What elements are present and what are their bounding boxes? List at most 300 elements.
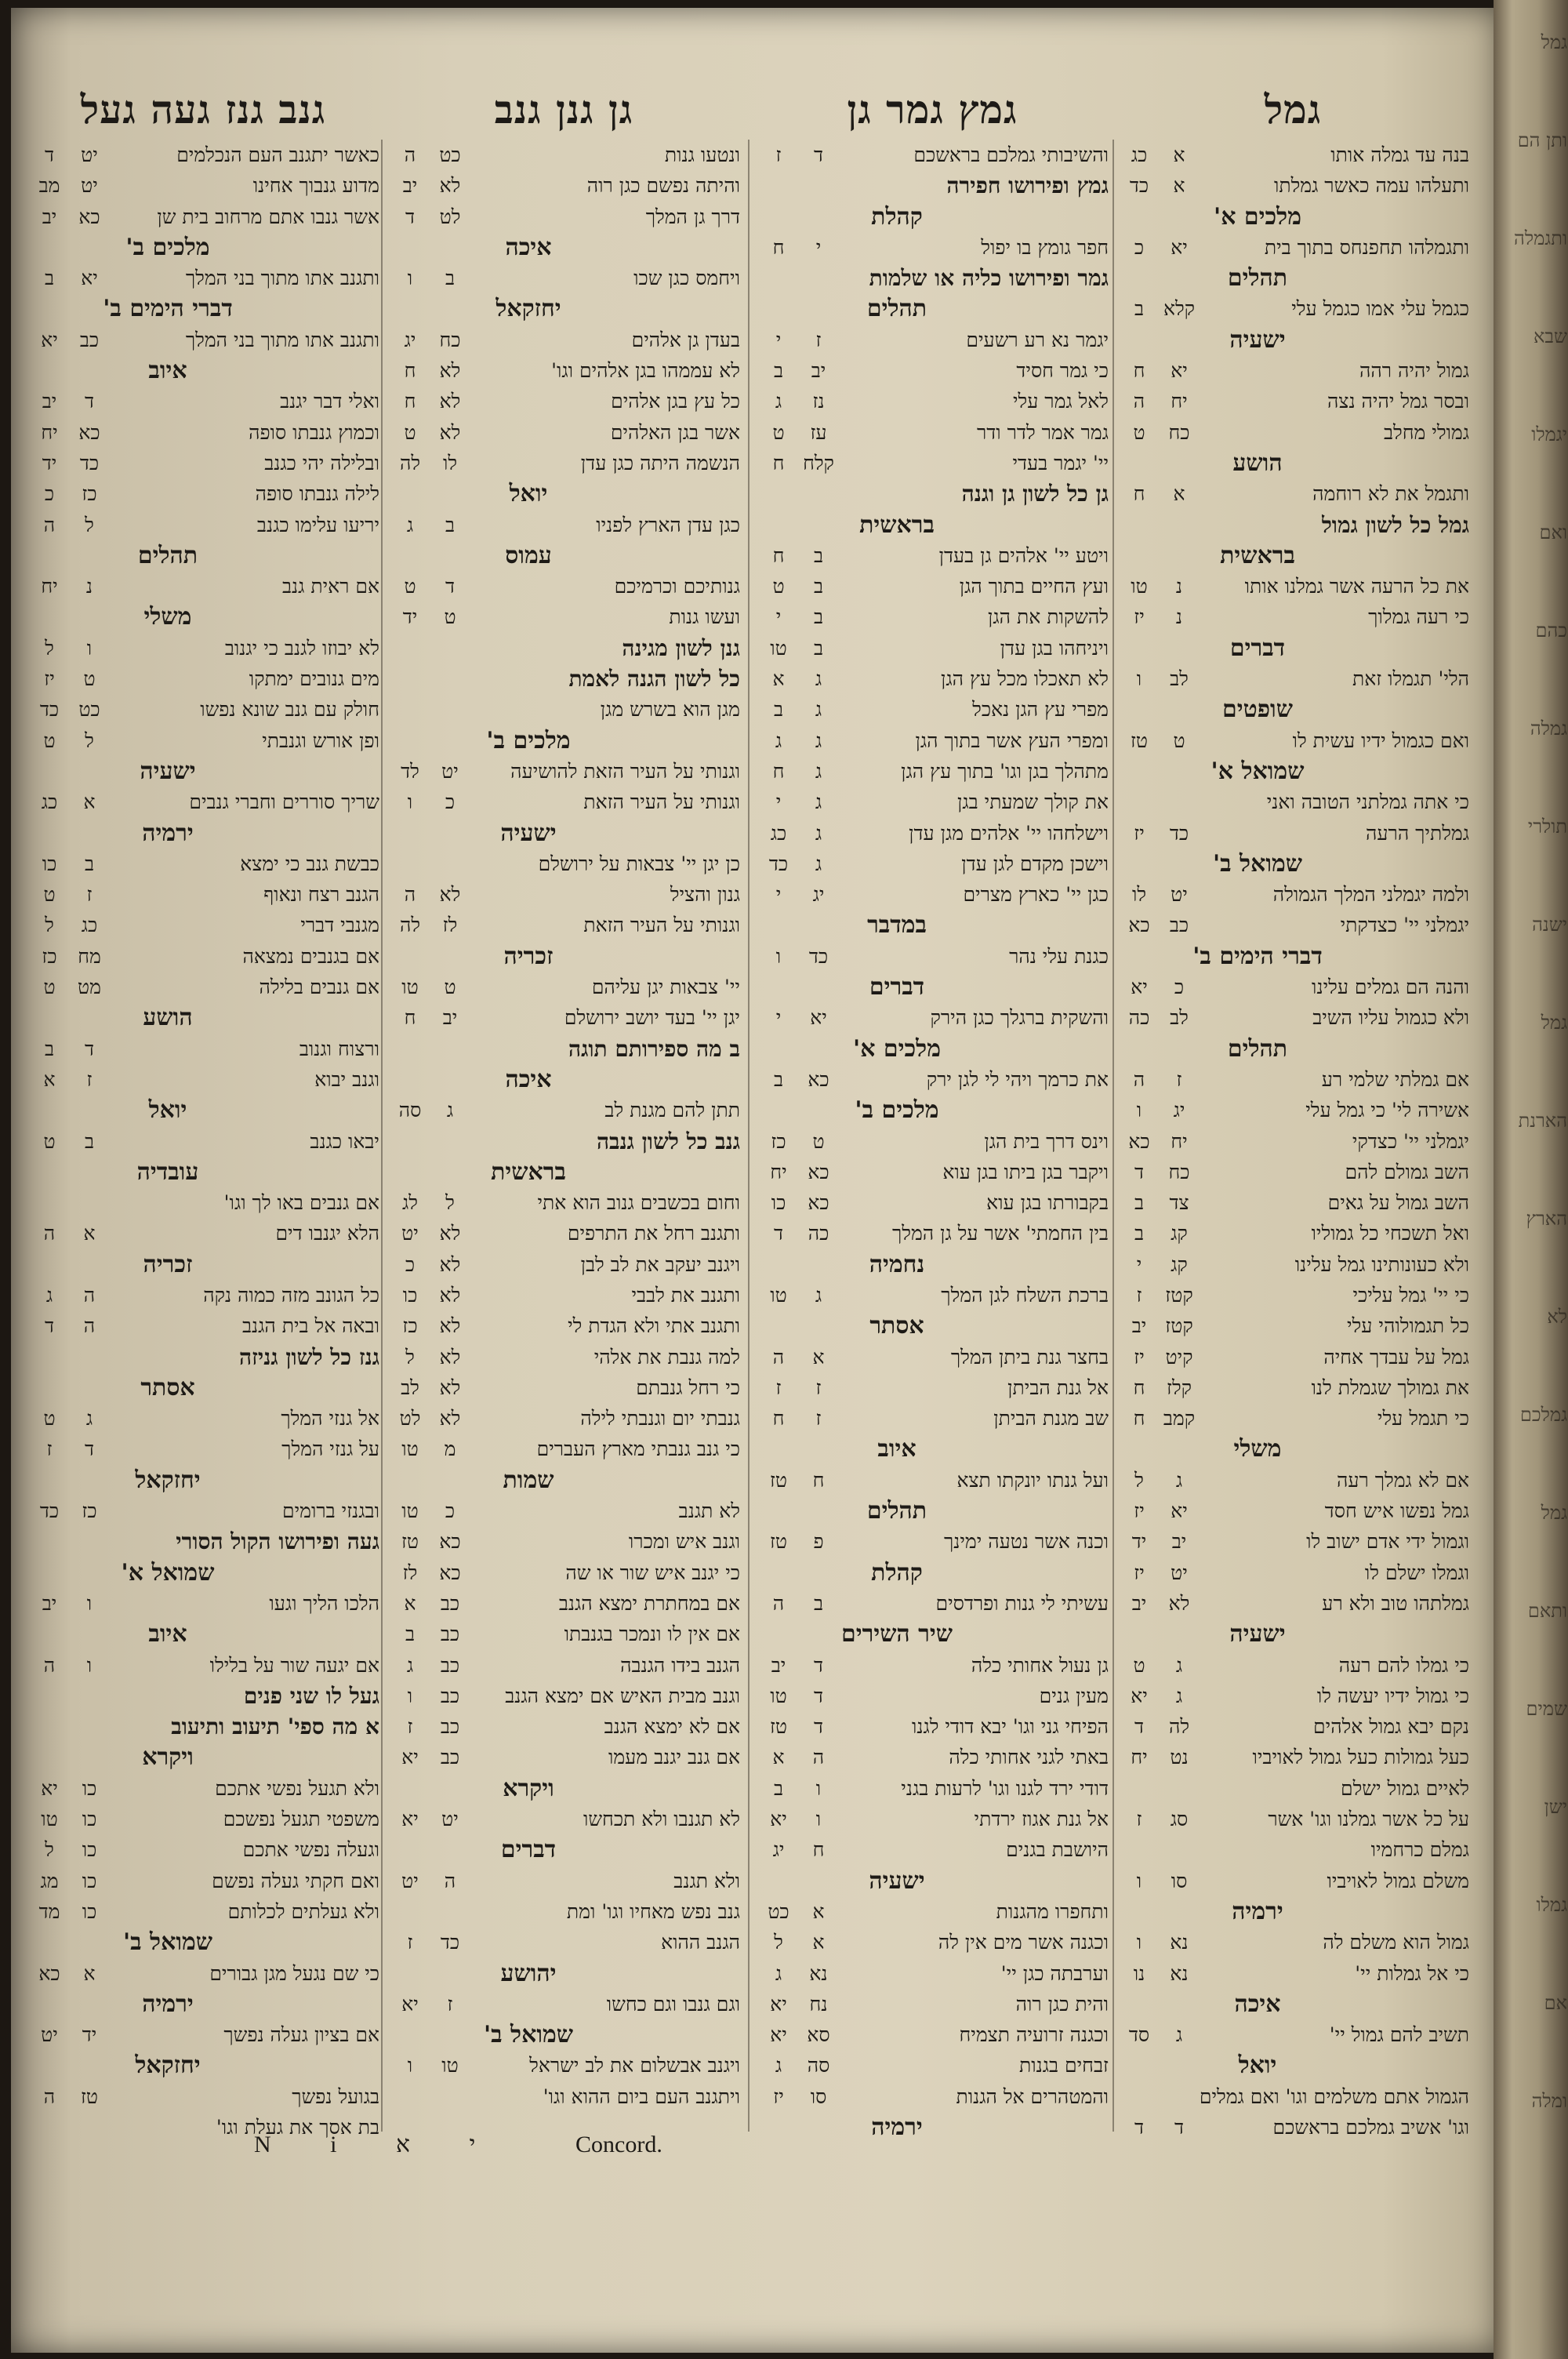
- chapter-ref: נ: [85, 575, 93, 598]
- chapter-ref: לא: [439, 174, 461, 198]
- entry-text: ולמה יגמלני המלך הגמולה: [1272, 883, 1469, 907]
- entry-text: במדבר: [867, 911, 927, 940]
- chapter-ref: מח: [78, 944, 101, 968]
- chapter-ref: קמב: [1163, 1407, 1196, 1430]
- verse-entry: [387, 510, 740, 540]
- verse-entry: [387, 325, 740, 355]
- verse-entry: [1116, 355, 1469, 386]
- entry-text: בין החמתי' אשר על גן המלך: [891, 1222, 1109, 1245]
- chapter-ref: ח: [812, 1838, 825, 1862]
- chapter-ref: יט: [81, 174, 98, 198]
- verse-ref: יא: [1131, 976, 1148, 999]
- verse-entry: [27, 140, 379, 170]
- entry-text: והשיבותי גמלכם בראשכם: [913, 144, 1109, 166]
- book-heading: [1116, 1989, 1469, 2019]
- verse-ref: ג: [406, 1653, 414, 1677]
- root-heading: [27, 1711, 379, 1742]
- verse-entry: [27, 633, 379, 663]
- entry-text: בעדן גן אלהים: [631, 328, 740, 351]
- entry-text: גנותיכם וכרמיכם: [614, 575, 740, 598]
- verse-entry: [387, 910, 740, 940]
- verse-ref: יב: [1131, 1591, 1147, 1615]
- entry-text: כי יי' גמל עליכי: [1352, 1283, 1469, 1307]
- entry-text: ברכת השלח לגן המלך: [941, 1283, 1109, 1307]
- entry-text: וגם גנבו וגם כחשו: [606, 1992, 740, 2016]
- entry-text: כי רעה גמלוך: [1368, 605, 1469, 629]
- chapter-ref: קיט: [1165, 1345, 1193, 1369]
- verse-entry: [756, 1681, 1109, 1711]
- verse-entry: [387, 1434, 740, 1464]
- verse-entry: [1116, 1064, 1469, 1095]
- verse-ref: יא: [770, 2023, 787, 2047]
- verse-ref: ט: [43, 1407, 56, 1430]
- book-heading: [1116, 263, 1469, 293]
- verse-entry: [387, 1218, 740, 1249]
- verse-ref: מב: [38, 174, 60, 198]
- verse-entry: [27, 1280, 379, 1310]
- chapter-ref: כז: [82, 1499, 97, 1523]
- entry-text: גנז כל לשון גניזה: [238, 1343, 379, 1370]
- chapter-ref: קלח: [803, 451, 834, 474]
- entry-text: כי רחל גנבתם: [636, 1376, 740, 1399]
- edge-fragment: גמל: [1541, 31, 1567, 53]
- verse-entry: [756, 540, 1109, 571]
- entry-text: לא תגנב: [678, 1499, 740, 1523]
- chapter-ref: יא: [1171, 359, 1188, 383]
- chapter-ref: כח: [439, 328, 461, 351]
- entry-text: יגמלני יי' כצדקי: [1352, 1129, 1469, 1153]
- verse-ref: ח: [772, 451, 785, 474]
- verse-ref: כט: [768, 1899, 789, 1923]
- verse-entry: [387, 386, 740, 416]
- entry-text: יגמלני יי' כצדקתי: [1340, 914, 1469, 937]
- verse-ref: סה: [398, 1099, 422, 1122]
- book-heading: [387, 818, 740, 849]
- entry-text: שריך סוררים וחברי גנבים: [189, 791, 379, 814]
- entry-text: זכריה: [143, 1250, 193, 1278]
- verse-entry: [387, 879, 740, 910]
- verse-ref: ב: [773, 1776, 784, 1800]
- book-heading: [27, 355, 379, 386]
- verse-entry: [387, 1681, 740, 1711]
- entry-text: וגנב יבוא: [314, 1067, 379, 1091]
- entry-text: והית כגן רוה: [1015, 1992, 1109, 2016]
- entry-text: ישעיה: [869, 1866, 925, 1895]
- verse-entry: [1116, 417, 1469, 448]
- entry-text: גנון והציל: [670, 883, 740, 907]
- entry-text: כגמל עלי אמו כגמל עלי: [1291, 297, 1469, 321]
- verse-ref: ג: [775, 390, 782, 413]
- chapter-ref: לא: [439, 420, 461, 444]
- entry-text: דברים: [869, 973, 925, 1001]
- verse-entry: [27, 1187, 379, 1218]
- entry-text: יואל: [148, 1096, 187, 1125]
- entry-text: וכמוץ גנבתו סופה: [249, 420, 379, 444]
- verse-entry: [1116, 1002, 1469, 1033]
- verse-ref: יח: [770, 1160, 787, 1183]
- verse-entry: [1116, 293, 1469, 324]
- verse-ref: יא: [401, 1992, 419, 2016]
- book-heading: [1116, 540, 1469, 571]
- verse-entry: [756, 1989, 1109, 2019]
- verse-ref: ז: [46, 1438, 53, 1461]
- entry-text: וגעלה נפשי אתכם: [242, 1838, 379, 1862]
- entry-text: אל גנת הביתן: [1007, 1376, 1109, 1399]
- verse-ref: ל: [45, 1838, 54, 1862]
- chapter-ref: לה: [1168, 1715, 1190, 1739]
- verse-ref: ו: [407, 2054, 413, 2077]
- book-heading: [1116, 849, 1469, 879]
- book-heading: [387, 1834, 740, 1865]
- entry-text: אם גנבים בלילה: [259, 976, 379, 999]
- verse-ref: ח: [772, 543, 785, 567]
- entry-text: ותגמלהו תחפנחס בתוך בית: [1264, 235, 1469, 259]
- verse-entry: [756, 1588, 1109, 1619]
- chapter-ref: כט: [439, 144, 461, 166]
- entry-text: גמול יהיה רהה: [1359, 359, 1469, 383]
- chapter-ref: כב: [440, 1715, 460, 1739]
- verse-ref: כא: [1128, 914, 1150, 937]
- entry-text: ולא תגנב: [673, 1869, 740, 1892]
- book-heading: [27, 1619, 379, 1649]
- book-heading: [756, 972, 1109, 1002]
- chapter-ref: כה: [808, 1222, 829, 1245]
- entry-text: ויחמס כגן שכו: [633, 267, 740, 290]
- chapter-ref: ה: [444, 1869, 456, 1892]
- book-heading: [1116, 756, 1469, 787]
- verse-entry: [27, 478, 379, 509]
- chapter-ref: ג: [815, 759, 822, 783]
- entry-text: ב מה ספירותם תוגה: [568, 1035, 740, 1062]
- verse-ref: ב: [773, 1067, 784, 1091]
- verse-entry: [1116, 1927, 1469, 1957]
- signature-mark: N i י א: [254, 2132, 503, 2157]
- verse-entry: [1116, 818, 1469, 849]
- entry-text: גנב כל לשון גנבה: [596, 1128, 740, 1154]
- entry-text: אל גנזי המלך: [281, 1407, 379, 1430]
- verse-ref: יא: [41, 328, 58, 351]
- book-heading: [756, 1310, 1109, 1341]
- chapter-ref: ט: [83, 667, 96, 691]
- verse-entry: [1116, 1804, 1469, 1834]
- chapter-ref: ד: [813, 1715, 824, 1739]
- verse-entry: [756, 663, 1109, 694]
- entry-text: משלי: [1233, 1435, 1282, 1463]
- verse-entry: [27, 663, 379, 694]
- chapter-ref: ב: [813, 636, 824, 660]
- entry-text: ומפרי העץ אשר בתוך הגן: [915, 729, 1109, 752]
- edge-fragment: ותגמלה: [1514, 227, 1567, 249]
- entry-text: געה ופירושו הקול הסורי: [176, 1528, 379, 1555]
- verse-entry: [756, 694, 1109, 725]
- verse-ref: ח: [772, 759, 785, 783]
- chapter-ref: י: [815, 235, 822, 259]
- adjacent-page-edge: [1494, 0, 1568, 2359]
- verse-entry: [27, 263, 379, 293]
- verse-entry: [27, 1434, 379, 1464]
- verse-ref: ז: [775, 1376, 782, 1399]
- verse-ref: ו: [1136, 1869, 1142, 1892]
- verse-ref: י: [775, 791, 782, 814]
- verse-entry: [27, 1310, 379, 1341]
- verse-ref: יז: [1134, 821, 1145, 845]
- verse-entry: [27, 417, 379, 448]
- book-heading: [27, 1989, 379, 2019]
- chapter-ref: א: [1173, 144, 1185, 166]
- edge-fragment: ישנה: [1532, 914, 1567, 936]
- book-heading: [387, 725, 740, 756]
- column-header: גמל: [1264, 86, 1322, 133]
- entry-text: כגנת עלי נהר: [1009, 944, 1109, 968]
- entry-text: והשקית ברגלך כגן הירק: [930, 1006, 1109, 1030]
- entry-text: היושבת בגנים: [1006, 1838, 1109, 1862]
- verse-ref: לב: [401, 1376, 419, 1399]
- chapter-ref: ד: [84, 1037, 95, 1060]
- verse-ref: ט: [404, 575, 416, 598]
- book-heading: [27, 1157, 379, 1187]
- verse-entry: [1116, 1773, 1469, 1804]
- verse-ref: יב: [402, 174, 418, 198]
- entry-text: השב גמול על גאים: [1327, 1191, 1469, 1215]
- verse-entry: [756, 1896, 1109, 1927]
- entry-text: כל הגונב מזה כמוה נקה: [203, 1283, 379, 1307]
- entry-text: כגן יי' כארץ מצרים: [963, 883, 1109, 907]
- verse-entry: [387, 787, 740, 817]
- chapter-ref: לא: [439, 1376, 461, 1399]
- chapter-ref: כז: [82, 482, 97, 506]
- entry-text: ותחפרו מהגנות: [996, 1899, 1109, 1923]
- chapter-ref: יג: [812, 883, 825, 907]
- verse-entry: [1116, 1526, 1469, 1557]
- verse-ref: טו: [401, 976, 419, 999]
- verse-ref: ח: [772, 1407, 785, 1430]
- chapter-ref: כד: [440, 1931, 460, 1954]
- verse-entry: [387, 417, 740, 448]
- verse-entry: [756, 232, 1109, 263]
- chapter-ref: ב: [813, 543, 824, 567]
- entry-text: וגנותי על העיר הזאת: [583, 914, 740, 937]
- book-heading: [27, 602, 379, 632]
- entry-text: וערבתה כגן יי': [1000, 1961, 1109, 1985]
- chapter-ref: א: [1173, 174, 1185, 198]
- chapter-ref: ל: [445, 1191, 455, 1215]
- verse-entry: [27, 1034, 379, 1064]
- entry-text: יגמר נא רע רשעים: [966, 328, 1109, 351]
- entry-text: ירמיה: [142, 1990, 194, 2018]
- verse-ref: טז: [1130, 729, 1149, 752]
- verse-entry: [387, 1989, 740, 2019]
- chapter-ref: ז: [815, 328, 822, 351]
- verse-entry: [1116, 1187, 1469, 1218]
- verse-entry: [387, 1588, 740, 1619]
- verse-entry: [387, 1187, 740, 1218]
- verse-ref: טז: [401, 1530, 419, 1554]
- book-heading: [27, 1465, 379, 1496]
- book-heading: [756, 910, 1109, 940]
- verse-entry: [27, 571, 379, 602]
- entry-text: משלם גמול לאויביו: [1327, 1869, 1469, 1892]
- entry-text: ואם כגמול ידיו עשית לו: [1292, 729, 1469, 752]
- verse-entry: [756, 417, 1109, 448]
- verse-entry: [27, 325, 379, 355]
- verse-entry: [756, 1157, 1109, 1187]
- entry-text: לא יבוזו לגנב כי יגנוב: [224, 636, 379, 660]
- entry-text: שמואל ב': [1212, 849, 1303, 878]
- entry-text: לאל גמר עלי: [1012, 390, 1109, 413]
- entry-text: אשירה לי' כי גמל עלי: [1305, 1099, 1469, 1122]
- verse-entry: [756, 849, 1109, 879]
- entry-text: ישעיה: [1229, 325, 1286, 354]
- verse-ref: כו: [42, 852, 57, 875]
- entry-text: הנשמה היתה כגן עדן: [580, 451, 740, 474]
- verse-ref: ח: [404, 359, 416, 383]
- verse-entry: [756, 140, 1109, 170]
- verse-ref: יז: [1134, 605, 1145, 629]
- book-heading: [27, 293, 379, 324]
- verse-ref: ז: [407, 1931, 413, 1954]
- chapter-ref: כו: [82, 1838, 97, 1862]
- verse-entry: [27, 386, 379, 416]
- verse-entry: [387, 1650, 740, 1681]
- entry-text: שמואל א': [121, 1558, 215, 1587]
- verse-entry: [1116, 386, 1469, 416]
- entry-text: ישעיה: [140, 757, 196, 785]
- verse-entry: [387, 355, 740, 386]
- entry-text: יואל: [1238, 2052, 1277, 2080]
- book-heading: [387, 2019, 740, 2050]
- entry-text: חולק עם גנב שונא נפשו: [200, 698, 379, 722]
- verse-entry: [27, 1773, 379, 1804]
- chapter-ref: סא: [807, 2023, 830, 2047]
- verse-ref: ו: [1136, 1099, 1142, 1122]
- entry-text: עשיתי לי גנות ופרדסים: [935, 1591, 1109, 1615]
- entry-text: כבשת גנב כי ימצא: [240, 852, 379, 875]
- verse-ref: ה: [772, 1345, 785, 1369]
- entry-text: שמות: [503, 1466, 554, 1494]
- verse-entry: [27, 202, 379, 232]
- entry-text: יואל: [509, 480, 548, 508]
- chapter-ref: ו: [815, 1808, 822, 1831]
- verse-entry: [1116, 1742, 1469, 1772]
- root-heading: [27, 1681, 379, 1711]
- book-heading: [1116, 2050, 1469, 2081]
- verse-entry: [756, 1342, 1109, 1372]
- verse-entry: [387, 1526, 740, 1557]
- verse-ref: כא: [38, 1961, 60, 1985]
- entry-text: בת אסך את געלת וגו': [216, 2116, 379, 2139]
- entry-text: קהלת: [871, 202, 923, 231]
- entry-text: אשר בגן האלהים: [610, 420, 740, 444]
- entry-text: זבחים בגנות: [1019, 2054, 1109, 2077]
- entry-text: וגו' אשיב גמלכם בראשכם: [1272, 2116, 1469, 2139]
- chapter-ref: ה: [83, 1283, 96, 1307]
- verse-ref: כז: [42, 944, 57, 968]
- chapter-ref: נח: [809, 1992, 828, 2016]
- chapter-ref: יא: [1171, 1499, 1188, 1523]
- root-heading: [756, 263, 1109, 293]
- entry-text: וגנותי על העיר הזאת להושיעה: [510, 759, 740, 783]
- verse-entry: [1116, 1342, 1469, 1372]
- chapter-ref: קלא: [1163, 297, 1196, 321]
- verse-entry: [387, 1002, 740, 1033]
- verse-entry: [756, 1773, 1109, 1804]
- book-heading: [27, 1002, 379, 1033]
- verse-ref: י: [775, 605, 782, 629]
- chapter-ref: נא: [1170, 1961, 1189, 1985]
- verse-entry: [387, 1866, 740, 1896]
- entry-text: עמוס: [505, 541, 552, 569]
- verse-entry: [1116, 170, 1469, 201]
- entry-text: בנה עד גמלה אותו: [1330, 144, 1469, 166]
- entry-text: מגן הוא בשרש מגן: [600, 698, 740, 722]
- book-heading: [1116, 633, 1469, 663]
- entry-text: משלי: [143, 603, 192, 631]
- verse-ref: מג: [40, 1869, 59, 1892]
- entry-text: כאשר יתגנב העם הנכלמים: [176, 144, 379, 166]
- chapter-ref: א: [83, 791, 96, 814]
- verse-entry: [1116, 1157, 1469, 1187]
- chapter-ref: ג: [815, 1283, 822, 1307]
- verse-ref: כז: [402, 1314, 418, 1338]
- verse-entry: [27, 1126, 379, 1157]
- chapter-ref: כא: [808, 1067, 829, 1091]
- entry-text: בראשית: [491, 1158, 566, 1186]
- verse-ref: טו: [1131, 575, 1148, 598]
- chapter-ref: ל: [85, 513, 94, 536]
- edge-fragment: ותאם: [1527, 1600, 1567, 1622]
- verse-entry: [756, 448, 1109, 478]
- verse-entry: [756, 571, 1109, 602]
- entry-text: ותגנב אתו מתוך בני המלך: [185, 267, 379, 290]
- verse-entry: [387, 2050, 740, 2081]
- chapter-ref: כד: [79, 451, 100, 474]
- book-heading: [27, 1927, 379, 1957]
- verse-ref: נו: [1133, 1961, 1145, 1985]
- verse-ref: כג: [770, 821, 787, 845]
- entry-text: גמלתהו טוב ולא רע: [1322, 1591, 1469, 1615]
- column-header: גן גנן גנב: [494, 86, 633, 133]
- verse-ref: ב: [405, 1623, 416, 1646]
- entry-text: כי אתה גמלתני הטובה ואני: [1266, 791, 1469, 814]
- entry-text: ועל גנתו יונקתו תצא: [956, 1468, 1109, 1492]
- entry-text: תהלים: [137, 541, 198, 569]
- book-heading: [756, 1095, 1109, 1125]
- entry-text: גמר ופירושו כליה או שלמות: [869, 265, 1109, 292]
- book-heading: [27, 1742, 379, 1772]
- verse-entry: [1116, 1465, 1469, 1496]
- verse-ref: ט: [772, 575, 785, 598]
- chapter-ref: נ: [1175, 575, 1183, 598]
- chapter-ref: טז: [80, 2085, 99, 2108]
- entry-text: כל עץ בגן אלהים: [611, 390, 740, 413]
- verse-ref: ט: [43, 1129, 56, 1153]
- verse-ref: טו: [401, 1438, 419, 1461]
- entry-text: לא עממהו בגן אלהים וגו': [551, 359, 740, 383]
- verse-ref: ב: [1134, 1222, 1145, 1245]
- verse-ref: מד: [38, 1899, 60, 1923]
- chapter-ref: יא: [81, 267, 98, 290]
- verse-ref: יב: [771, 1653, 786, 1677]
- root-heading: [387, 1034, 740, 1064]
- chapter-ref: יט: [441, 759, 459, 783]
- chapter-ref: ח: [812, 1468, 825, 1492]
- entry-text: עובדיה: [136, 1158, 199, 1186]
- chapter-ref: לא: [439, 390, 461, 413]
- verse-ref: לה: [399, 451, 421, 474]
- entry-text: וישכן מקדם לגן עדן: [961, 852, 1109, 875]
- chapter-ref: כ: [445, 1499, 456, 1523]
- verse-entry: [27, 1588, 379, 1619]
